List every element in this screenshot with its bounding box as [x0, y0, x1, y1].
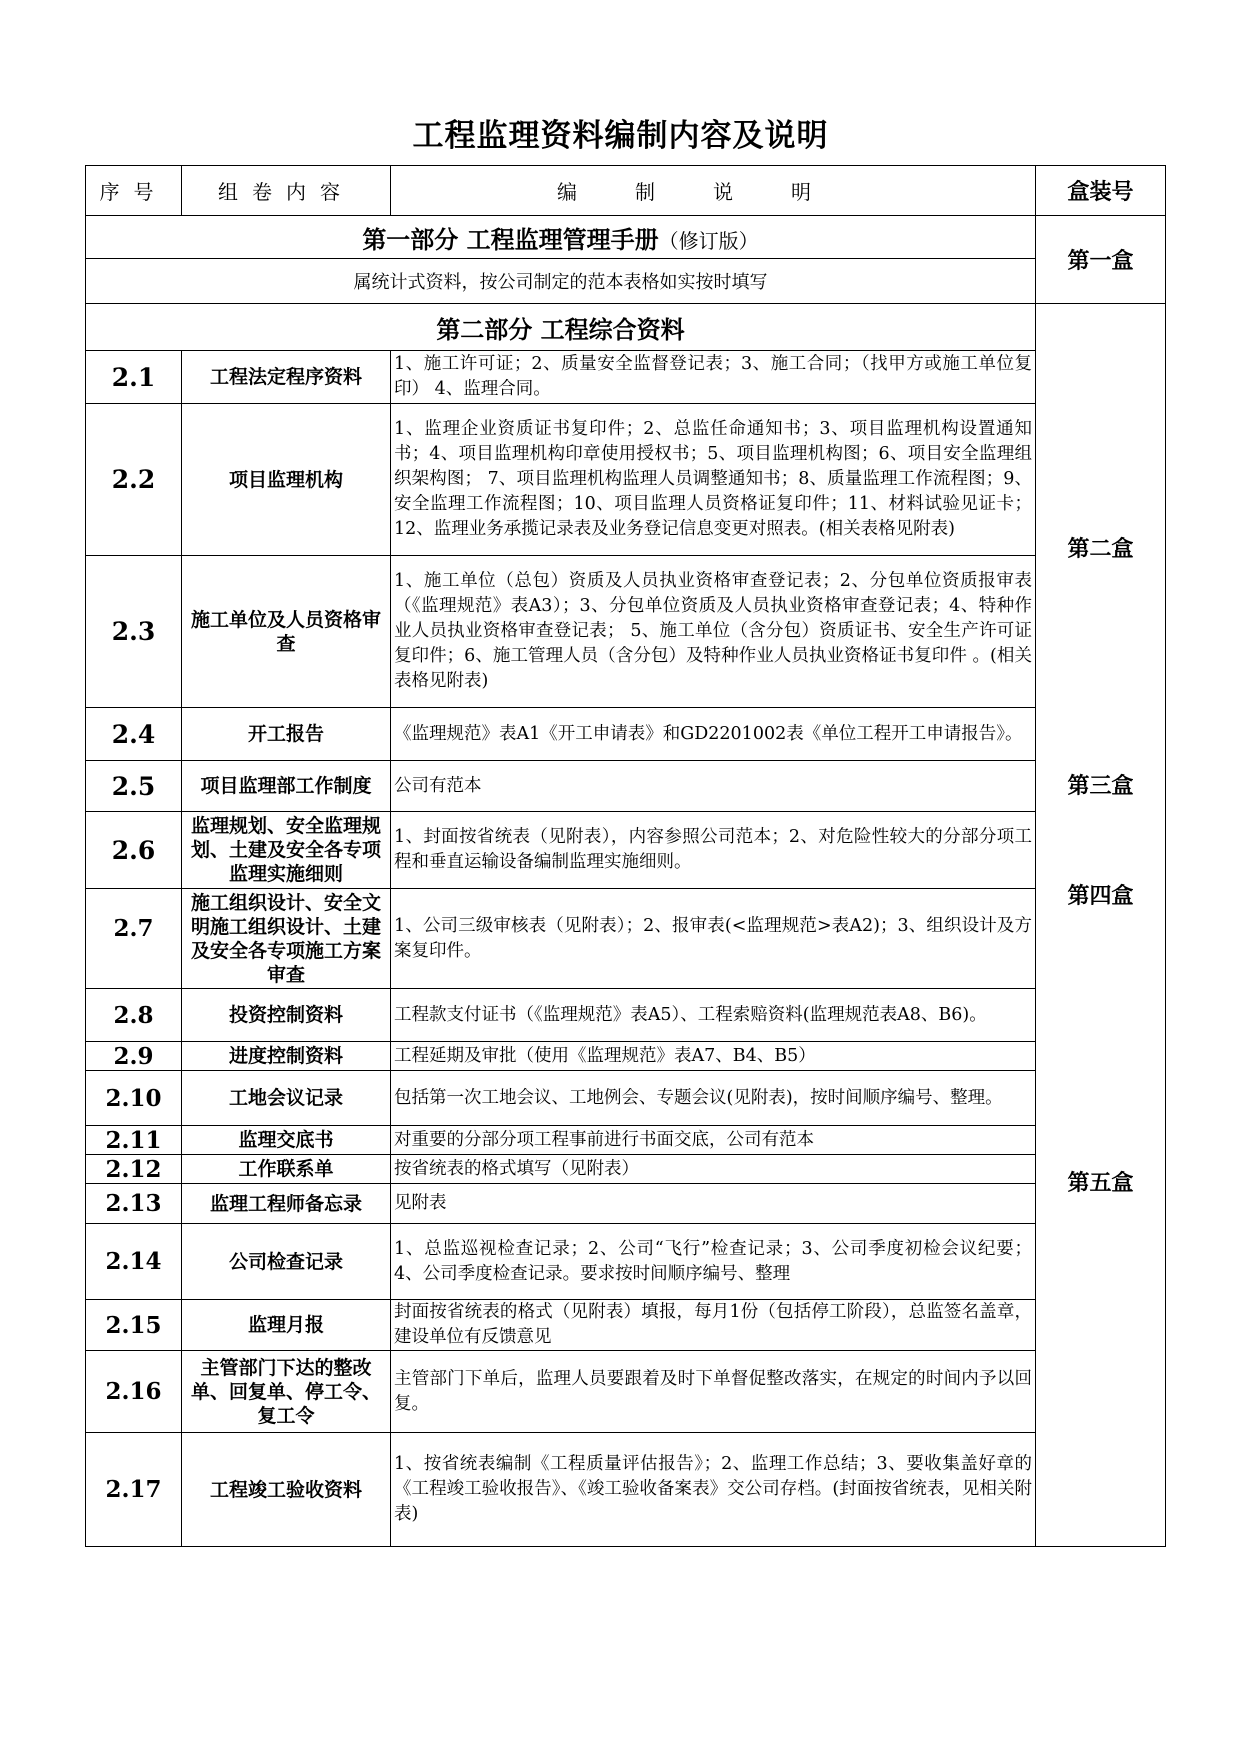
row-name: 监理规划、安全监理规划、土建及安全各专项监理实施细则 [182, 812, 391, 889]
table-row [86, 1433, 1166, 1547]
row-num: 2.9 [86, 1042, 182, 1071]
row-desc: 1、施工单位（总包）资质及人员执业资格审查登记表；2、分包单位资质报审表（《监理规范》表A3）；3、分包单位资质及人员执业资格审查登记表；4、特种作业人员执业资格审查登记表； 5、施工单位（含分包）资质证书、安全生产许可证复印件；6、施工管理人员（含分包）及特种作业人员执业资格证书复印件 。(相关表格见附表) [391, 556, 1036, 708]
row-num: 2.3 [86, 556, 182, 708]
part2-title-row [86, 304, 1166, 351]
header-content: 组卷内容 [182, 166, 391, 216]
row-name: 工程竣工验收资料 [182, 1433, 391, 1547]
row-name: 进度控制资料 [182, 1042, 391, 1071]
table-row [86, 761, 1166, 812]
row-desc: 1、按省统表编制《工程质量评估报告》；2、监理工作总结；3、要收集盖好章的《工程竣工验收报告》、《竣工验收备案表》交公司存档。(封面按省统表，见相关附表) [391, 1433, 1036, 1547]
row-num: 2.1 [86, 351, 182, 404]
row-desc: 工程延期及审批（使用《监理规范》表A7、B4、B5） [391, 1042, 1036, 1071]
table-row [86, 1071, 1166, 1126]
row-num: 2.13 [86, 1184, 182, 1224]
row-num: 2.10 [86, 1071, 182, 1126]
table-header-row [86, 166, 1166, 216]
table-row [86, 989, 1166, 1042]
catalog-table [85, 165, 1166, 1547]
row-desc: 1、施工许可证；2、质量安全监督登记表；3、施工合同；（找甲方或施工单位复印） 4、监理合同。 [391, 351, 1036, 404]
row-name: 施工组织设计、安全文明施工组织设计、土建及安全各专项施工方案审查 [182, 889, 391, 989]
row-desc: 《监理规范》表A1《开工申请表》和GD2201002表《单位工程开工申请报告》。 [391, 708, 1036, 761]
row-num: 2.16 [86, 1351, 182, 1433]
part1-note-row [86, 259, 1166, 304]
header-explain: 编制说明 [391, 166, 1036, 216]
row-num: 2.17 [86, 1433, 182, 1547]
part2-title: 第二部分 工程综合资料 [86, 304, 1036, 351]
part1-subtitle: （修订版） [658, 228, 759, 253]
table-row [86, 1126, 1166, 1155]
row-desc: 对重要的分部分项工程事前进行书面交底，公司有范本 [391, 1126, 1036, 1155]
row-name: 公司检查记录 [182, 1224, 391, 1300]
row-name: 工地会议记录 [182, 1071, 391, 1126]
table-row [86, 708, 1166, 761]
table-row [86, 1042, 1166, 1071]
row-name: 监理工程师备忘录 [182, 1184, 391, 1224]
row-desc: 主管部门下单后，监理人员要跟着及时下单督促整改落实，在规定的时间内予以回复。 [391, 1351, 1036, 1433]
row-name: 施工单位及人员资格审查 [182, 556, 391, 708]
box-5: 第五盒 [1067, 1171, 1134, 1196]
row-name: 开工报告 [182, 708, 391, 761]
row-num: 2.15 [86, 1300, 182, 1351]
table-row [86, 1300, 1166, 1351]
part1-title [86, 216, 1036, 259]
table-row [86, 404, 1166, 556]
row-desc: 1、封面按省统表（见附表），内容参照公司范本；2、对危险性较大的分部分项工程和垂直运输设备编制监理实施细则。 [391, 812, 1036, 889]
page-title: 工程监理资料编制内容及说明 [412, 118, 829, 154]
row-desc: 见附表 [391, 1184, 1036, 1224]
box-3: 第三盒 [1067, 774, 1134, 799]
row-num: 2.7 [86, 889, 182, 989]
row-num: 2.6 [86, 812, 182, 889]
row-num: 2.4 [86, 708, 182, 761]
row-num: 2.5 [86, 761, 182, 812]
row-name: 工作联系单 [182, 1155, 391, 1184]
table-row [86, 1351, 1166, 1433]
table-row [86, 889, 1166, 989]
row-name: 监理交底书 [182, 1126, 391, 1155]
row-desc: 工程款支付证书（《监理规范》表A5）、工程索赔资料(监理规范表A8、B6)。 [391, 989, 1036, 1042]
header-seq: 序号 [86, 166, 182, 216]
row-num: 2.2 [86, 404, 182, 556]
row-num: 2.8 [86, 989, 182, 1042]
row-desc: 按省统表的格式填写（见附表） [391, 1155, 1036, 1184]
row-num: 2.12 [86, 1155, 182, 1184]
row-name: 项目监理部工作制度 [182, 761, 391, 812]
row-desc: 1、总监巡视检查记录；2、公司“飞行”检查记录；3、公司季度初检会议纪要；4、公司季度检查记录。要求按时间顺序编号、整理 [391, 1224, 1036, 1300]
box-column [1036, 304, 1166, 1547]
row-num: 2.14 [86, 1224, 182, 1300]
row-desc: 封面按省统表的格式（见附表）填报，每月1份（包括停工阶段），总监签名盖章，建设单位有反馈意见 [391, 1300, 1036, 1351]
table-row [86, 556, 1166, 708]
part1-note: 属统计式资料，按公司制定的范本表格如实按时填写 [86, 259, 1036, 304]
row-name: 投资控制资料 [182, 989, 391, 1042]
table-row [86, 351, 1166, 404]
row-name: 工程法定程序资料 [182, 351, 391, 404]
box-1: 第一盒 [1036, 216, 1166, 304]
box-4: 第四盒 [1067, 884, 1134, 909]
part1-title-text: 第一部分 工程监理管理手册 [362, 225, 659, 254]
row-num: 2.11 [86, 1126, 182, 1155]
part1-title-row [86, 216, 1166, 259]
row-desc: 公司有范本 [391, 761, 1036, 812]
row-name: 主管部门下达的整改单、回复单、停工令、复工令 [182, 1351, 391, 1433]
row-name: 监理月报 [182, 1300, 391, 1351]
table-row [86, 1155, 1166, 1184]
row-name: 项目监理机构 [182, 404, 391, 556]
row-desc: 包括第一次工地会议、工地例会、专题会议(见附表)，按时间顺序编号、整理。 [391, 1071, 1036, 1126]
table-row [86, 1224, 1166, 1300]
box-2: 第二盒 [1067, 537, 1134, 562]
table-row [86, 1184, 1166, 1224]
row-desc: 1、公司三级审核表（见附表）；2、报审表(<监理规范>表A2)；3、组织设计及方案复印件。 [391, 889, 1036, 989]
table-row [86, 812, 1166, 889]
row-desc: 1、监理企业资质证书复印件；2、总监任命通知书；3、项目监理机构设置通知书；4、项目监理机构印章使用授权书；5、项目监理机构图；6、项目安全监理组织架构图； 7、项目监理机构监理人员调整通知书；8、质量监理工作流程图；9、安全监理工作流程图；10、项目监理人员资格证复印件；11、材料试验见证卡；12、监理业务承揽记录表及业务登记信息变更对照表。(相关表格见附表) [391, 404, 1036, 556]
header-box: 盒装号 [1036, 166, 1166, 216]
